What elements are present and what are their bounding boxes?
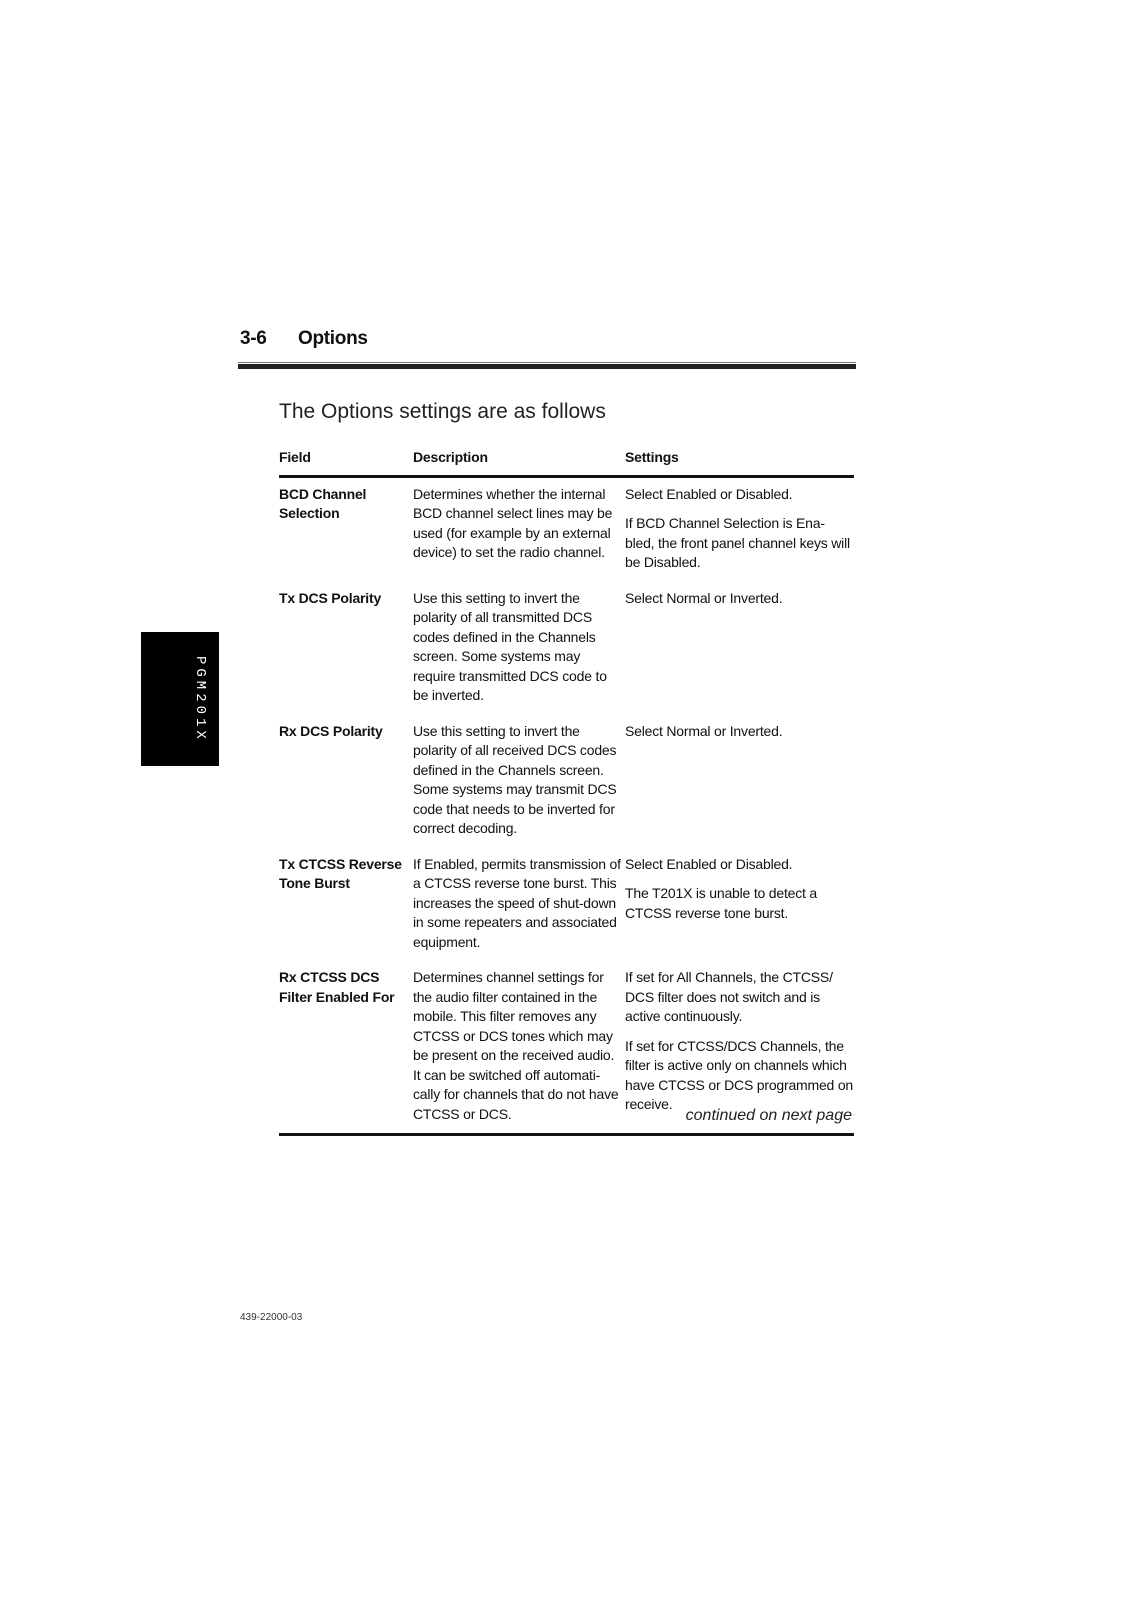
settings-text: If BCD Channel Selection is Ena-bled, the front panel channel keys will be Disabled.	[625, 515, 850, 570]
settings-cell	[625, 968, 854, 1124]
side-tab-label: PGM201X	[192, 655, 208, 743]
field-cell: Rx DCS Polarity	[279, 722, 383, 739]
header-rule	[238, 364, 856, 369]
description-cell: Determines whether the internal BCD channel select lines may be used (for example by an external device) to set the radio channel.	[413, 485, 613, 560]
column-header-description: Description	[413, 449, 488, 465]
description-cell: If Enabled, permits transmission of a CTCSS reverse tone burst. This increases the speed of shut-down in some repeaters and associated equipment.	[413, 855, 621, 950]
settings-cell	[625, 855, 854, 953]
section-title: Options	[298, 328, 368, 349]
settings-text: If set for CTCSS/DCS Channels, the filter is active only on channels which have CTCSS or DCS programmed on receive.	[625, 1037, 853, 1112]
field-cell: Tx DCS Polarity	[279, 589, 382, 606]
settings-text: Select Enabled or Disabled.	[625, 855, 793, 872]
table-row	[279, 478, 854, 582]
settings-cell	[625, 485, 854, 573]
intro-heading: The Options settings are as follows	[279, 400, 606, 423]
field-cell: Rx CTCSS DCS Filter Enabled For	[279, 969, 395, 1005]
header-rule-thin	[238, 362, 856, 363]
description-cell: Use this setting to invert the polarity of all transmitted DCS codes defined in the Channels screen. Some systems may require transmitted DCS code to be inverted.	[413, 589, 607, 703]
settings-text: Select Enabled or Disabled.	[625, 485, 793, 502]
settings-text: Select Normal or Inverted.	[625, 722, 783, 739]
settings-text: If set for All Channels, the CTCSS/ DCS filter does not switch and is active continuously.	[625, 969, 833, 1024]
column-header-settings: Settings	[625, 449, 679, 465]
field-cell: Tx CTCSS Reverse Tone Burst	[279, 855, 402, 891]
table-row	[279, 715, 854, 848]
continued-note: continued on next page	[685, 1107, 852, 1124]
table-row	[279, 848, 854, 962]
settings-cell	[625, 589, 854, 706]
table-row	[279, 582, 854, 715]
description-cell: Use this setting to invert the polarity of all received DCS codes defined in the Channels screen. Some systems may transmit DCS code that needs to be inverted for correct decoding.	[413, 722, 617, 836]
field-cell: BCD Channel Selection	[279, 485, 367, 521]
settings-text: Select Normal or Inverted.	[625, 589, 783, 606]
column-header-field: Field	[279, 449, 311, 465]
options-table	[279, 448, 854, 1136]
section-number: 3-6	[240, 328, 267, 349]
settings-cell	[625, 722, 854, 839]
side-tab	[141, 632, 219, 766]
description-cell: Determines channel settings for the audio filter contained in the mobile. This filter removes any CTCSS or DCS tones which may be present on the received audio. It can be switched off automati-cally for channels that do not have CTCSS or DCS.	[413, 969, 619, 1122]
section-header	[240, 328, 368, 350]
document-number: 439-22000-03	[240, 1312, 303, 1323]
settings-text: The T201X is unable to detect a CTCSS reverse tone burst.	[625, 885, 818, 921]
table-header	[279, 448, 854, 478]
